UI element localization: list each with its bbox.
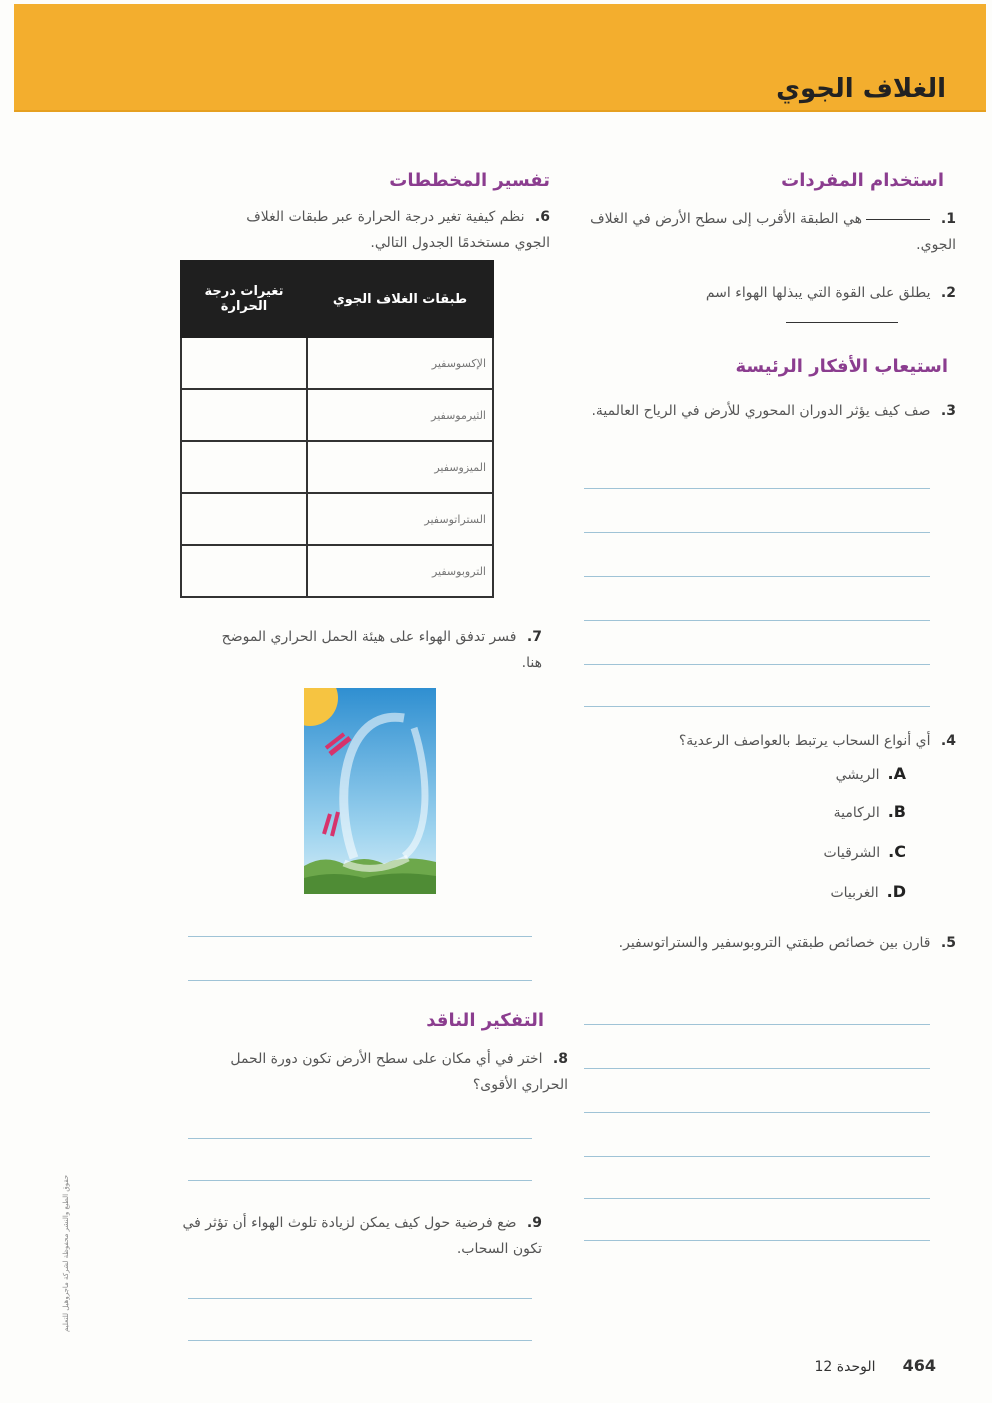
convection-illustration xyxy=(304,688,436,894)
question-3 xyxy=(576,398,956,424)
table-header: تغيرات درجة الحرارة xyxy=(181,261,307,337)
question-text: قارن بين خصائص طبقتي التروبوسفير والستراتوسفير. xyxy=(618,935,931,951)
question-text: يطلق على القوة التي يبذلها الهواء اسم xyxy=(705,285,931,301)
page-number: 464 xyxy=(902,1356,936,1375)
question-number: 3. xyxy=(940,403,956,419)
table-row xyxy=(181,493,493,545)
answer-line[interactable] xyxy=(584,576,930,577)
table-header-row xyxy=(181,261,493,337)
question-number: 1. xyxy=(940,211,956,227)
table-cell: الميزوسفير xyxy=(307,441,493,493)
section-main-ideas-heading: استيعاب الأفكار الرئيسة xyxy=(735,356,948,377)
answer-cell[interactable] xyxy=(181,545,307,597)
question-text: نظم كيفية تغير درجة الحرارة عبر طبقات الغلاف الجوي مستخدمًا الجدول التالي. xyxy=(246,209,550,251)
question-number: 7. xyxy=(526,629,542,645)
page-footer xyxy=(814,1356,936,1375)
answer-line[interactable] xyxy=(584,1068,930,1069)
answer-line[interactable] xyxy=(188,1298,532,1299)
question-9 xyxy=(182,1210,542,1262)
question-6 xyxy=(210,204,550,256)
answer-line[interactable] xyxy=(188,1180,532,1181)
answer-cell[interactable] xyxy=(181,389,307,441)
question-2 xyxy=(576,280,956,306)
option-text: الشرقيات xyxy=(823,845,881,861)
question-number: 5. xyxy=(940,935,956,951)
table-row xyxy=(181,441,493,493)
table-header: طبقات الغلاف الجوي xyxy=(307,261,493,337)
table-cell: الستراتوسفير xyxy=(307,493,493,545)
option-letter: A. xyxy=(887,764,906,783)
option-a[interactable] xyxy=(836,764,906,783)
option-text: الريشي xyxy=(835,767,880,783)
answer-line[interactable] xyxy=(584,1240,930,1241)
question-number: 4. xyxy=(940,733,956,749)
fill-blank[interactable] xyxy=(866,219,930,220)
atmosphere-layers-table xyxy=(180,260,494,598)
question-7 xyxy=(212,624,542,676)
question-5 xyxy=(576,930,956,956)
answer-line[interactable] xyxy=(188,1138,532,1139)
answer-line[interactable] xyxy=(584,664,930,665)
option-text: الغربيات xyxy=(830,885,879,901)
answer-line[interactable] xyxy=(584,1198,930,1199)
answer-line[interactable] xyxy=(584,706,930,707)
answer-line[interactable] xyxy=(584,532,930,533)
table-cell: الإكسوسفير xyxy=(307,337,493,389)
question-1 xyxy=(576,206,956,258)
table-cell: التروبوسفير xyxy=(307,545,493,597)
question-text: هي الطبقة الأقرب إلى سطح الأرض في الغلاف الجوي. xyxy=(590,211,956,253)
answer-line[interactable] xyxy=(584,488,930,489)
answer-line[interactable] xyxy=(188,936,532,937)
option-b[interactable] xyxy=(834,802,906,821)
question-number: 6. xyxy=(534,209,550,225)
option-letter: D. xyxy=(886,882,906,901)
copyright-note: حقوق الطبع والنشر محفوظة لشركة ماجروهيل للتعليم xyxy=(62,1174,70,1332)
answer-line[interactable] xyxy=(188,980,532,981)
answer-line[interactable] xyxy=(584,1156,930,1157)
table-row xyxy=(181,389,493,441)
question-text: فسر تدفق الهواء على هيئة الحمل الحراري الموضح هنا. xyxy=(221,629,542,671)
answer-cell[interactable] xyxy=(181,441,307,493)
option-letter: B. xyxy=(887,802,906,821)
question-number: 2. xyxy=(940,285,956,301)
table-row xyxy=(181,337,493,389)
question-text: اختر في أي مكان على سطح الأرض تكون دورة الحمل الحراري الأقوى؟ xyxy=(230,1051,568,1093)
question-text: أي أنواع السحاب يرتبط بالعواصف الرعدية؟ xyxy=(678,733,931,749)
answer-cell[interactable] xyxy=(181,337,307,389)
section-vocab-heading: استخدام المفردات xyxy=(781,170,944,191)
table-cell: الثيرموسفير xyxy=(307,389,493,441)
table-row xyxy=(181,545,493,597)
option-d[interactable] xyxy=(830,882,906,901)
question-8 xyxy=(198,1046,568,1098)
section-charts-heading: تفسير المخططات xyxy=(389,170,550,191)
option-letter: C. xyxy=(888,842,906,861)
section-critical-heading: التفكير الناقد xyxy=(426,1010,544,1031)
question-number: 8. xyxy=(552,1051,568,1067)
answer-line[interactable] xyxy=(584,620,930,621)
answer-cell[interactable] xyxy=(181,493,307,545)
answer-line[interactable] xyxy=(584,1112,930,1113)
answer-line[interactable] xyxy=(584,1024,930,1025)
question-text: صف كيف يؤثر الدوران المحوري للأرض في الرياح العالمية. xyxy=(591,403,931,419)
question-text: ضع فرضية حول كيف يمكن لزيادة تلوث الهواء أن تؤثر في تكون السحاب. xyxy=(182,1215,542,1257)
question-4 xyxy=(576,728,956,754)
answer-blank-2[interactable] xyxy=(786,322,898,323)
question-number: 9. xyxy=(526,1215,542,1231)
answer-line[interactable] xyxy=(188,1340,532,1341)
option-text: الركامية xyxy=(833,805,880,821)
page-title: الغلاف الجوي xyxy=(776,74,946,104)
unit-label: الوحدة 12 xyxy=(814,1359,876,1375)
option-c[interactable] xyxy=(823,842,906,861)
